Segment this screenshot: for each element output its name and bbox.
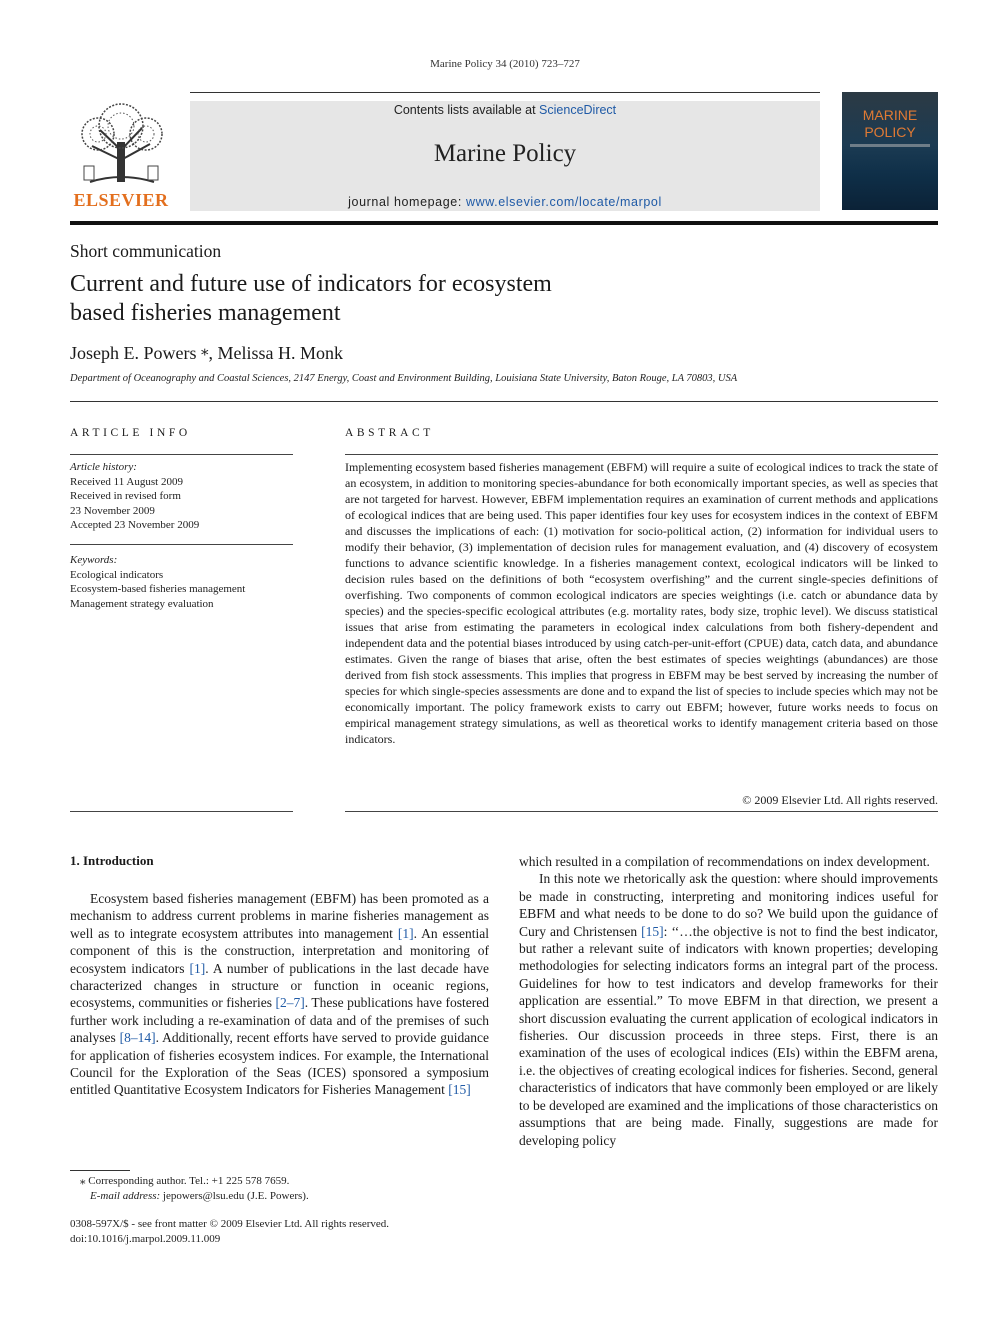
cover-title-line2: POLICY xyxy=(864,124,916,140)
keywords xyxy=(70,553,293,611)
abstract-rule-top xyxy=(345,454,938,455)
keywords-label: Keywords: xyxy=(70,554,118,566)
title-line-2: based fisheries management xyxy=(70,300,341,326)
citation-link[interactable]: [8–14] xyxy=(119,1030,156,1046)
keyword: Management strategy evaluation xyxy=(70,597,214,610)
article-info-rule-mid xyxy=(70,544,293,545)
intro-column-2 xyxy=(519,853,938,1149)
elsevier-tree-icon xyxy=(70,100,172,188)
history-line: Accepted 23 November 2009 xyxy=(70,519,200,531)
author-separator: , xyxy=(208,343,218,363)
journal-name: Marine Policy xyxy=(433,140,577,167)
citation-link[interactable]: [15] xyxy=(641,923,664,939)
author-powers[interactable]: Joseph E. Powers xyxy=(70,343,197,363)
body-text: . These publications have fostered further work including a re-examination of data and of the premises of such analyses xyxy=(70,995,489,1046)
keyword: Ecosystem-based fisheries management xyxy=(70,583,246,595)
body-text: . An essential component of this is the construction, interpretation and monitoring of ecosystem indicators xyxy=(70,925,490,976)
article-info-rule-top xyxy=(70,454,293,455)
homepage-line xyxy=(190,195,820,209)
citation-link[interactable]: [1] xyxy=(189,960,206,976)
email-label: E-mail address: xyxy=(90,1190,161,1202)
introduction-heading: 1. Introduction xyxy=(70,853,154,868)
cover-subtitle-bar xyxy=(850,144,930,147)
abstract-heading: ABSTRACT xyxy=(345,427,434,439)
cover-title-line1: MARINE xyxy=(862,107,918,123)
elsevier-wordmark: ELSEVIER xyxy=(73,190,169,210)
contents-prefix: Contents lists available at xyxy=(393,103,540,117)
journal-citation: Marine Policy 34 (2010) 723–727 xyxy=(430,58,580,70)
elsevier-logo xyxy=(70,100,172,212)
corresponding-author-mark[interactable]: ⁎ xyxy=(201,343,209,359)
journal-homepage-link[interactable]: www.elsevier.com/locate/marpol xyxy=(465,195,662,209)
citation-link[interactable]: [2–7] xyxy=(275,995,305,1011)
intro-column-1 xyxy=(70,890,489,1099)
history-line: Received 11 August 2009 xyxy=(70,475,183,488)
footnote xyxy=(70,1174,489,1204)
article-info-heading: ARTICLE INFO xyxy=(70,427,191,439)
header-thick-rule xyxy=(70,221,938,225)
body-text: . A number of publications in the last decade have characterized changes in structure or function in oceanic regions, ecosystems, communities or fisheries xyxy=(70,960,489,1011)
history-line: 23 November 2009 xyxy=(70,504,155,517)
contents-line xyxy=(190,103,820,117)
front-matter xyxy=(70,1217,489,1246)
article-info-rule-bottom xyxy=(70,811,293,812)
citation-link[interactable]: [15] xyxy=(448,1082,471,1098)
author-email[interactable]: jepowers@lsu.edu (J.E. Powers). xyxy=(160,1190,309,1202)
article-history xyxy=(70,460,293,533)
corresponding-author-text: Corresponding author. Tel.: +1 225 578 7659. xyxy=(85,1175,290,1187)
body-text: Ecosystem based fisheries management (EBFM) has been promoted as a mechanism to address current problems in marine fisheries management as well as to integrate ecosystem attributes into management xyxy=(70,891,489,941)
issn-line: 0308-597X/$ - see front matter © 2009 Elsevier Ltd. All rights reserved. xyxy=(70,1218,390,1230)
corresponding-author-note xyxy=(70,1174,489,1189)
body-text: In this note we rhetorically ask the question: where should improvements be made in constructing, interpreting and monitoring indices useful for EBFM and what needs to be done to do so? We build upon the guidance of Cury and Christensen xyxy=(519,871,938,939)
author-monk[interactable]: Melissa H. Monk xyxy=(217,343,343,363)
intro-paragraph: which resulted in a compilation of recommendations on index development. xyxy=(519,854,930,869)
journal-cover xyxy=(842,92,938,210)
history-line: Received in revised form xyxy=(70,490,181,502)
email-note xyxy=(70,1189,489,1204)
article-title xyxy=(70,270,720,328)
citation-link[interactable]: [1] xyxy=(397,925,414,941)
body-text: . Additionally, recent efforts have served to provide guidance for application of fisheries ecosystem indices. For example, the International Council for the Exploration of the Seas (ICES) sponsored a symposium entitled Quantitative Ecosystem Indicators for Fisheries Management xyxy=(70,1030,489,1098)
footnote-rule xyxy=(70,1170,130,1171)
sciencedirect-link[interactable]: ScienceDirect xyxy=(539,103,617,117)
body-text: : ‘‘…the objective is not to find the best indicator, but rather a relevant suite of indicators with known properties; developing methodologies for selecting indicators forms an integral part of the process. Guidelines for how to test indicators and develop frameworks for their application are essential.” To move EBFM in that direction, we present a short discussion evaluating the current application of ecological indicators in fisheries. Our discussion proceeds in three steps. First, there is an examination of the uses of ecological indices (EIs) within the EBFM arena, i.e. the objectives of creating ecological indices for fisheries. Second, general characteristics of indicators that have commonly been employed or are likely to be developed are examined and the implications of those characteristics on assumptions that are being made. Finally, suggestions are made for developing policy xyxy=(519,923,938,1148)
article-type: Short communication xyxy=(70,241,222,261)
homepage-prefix: journal homepage: xyxy=(348,195,466,209)
doi-line[interactable]: doi:10.1016/j.marpol.2009.11.009 xyxy=(70,1232,221,1245)
intro-paragraph xyxy=(519,870,938,1149)
abstract-rule-bottom xyxy=(345,811,938,812)
abstract-copyright: © 2009 Elsevier Ltd. All rights reserved. xyxy=(742,793,938,807)
header-top-rule xyxy=(190,92,820,93)
author-list xyxy=(70,341,343,364)
author-affiliation: Department of Oceanography and Coastal Sciences, 2147 Energy, Coast and Environment Building, Louisiana State University, Baton Rouge, LA 70803, USA xyxy=(70,373,738,384)
abstract-text: Implementing ecosystem based fisheries management (EBFM) will require a suite of ecological indices to track the state of an ecosystem, in addition to monitoring species-abundance for both economically important species, as well as species that are not targeted for harvest. However, EBFM implementation requires an examination of current methods and applications of ecological indices that are being used. This paper identifies four key uses for ecosystem indices in the context of EBFM and discusses the implications of each: (1) motivation for socio-political action, (2) information for individual users to modify their behavior, (3) implementation of decision rules for management evaluation, and (4) discovery of ecosystem functions to advance scientific knowledge. In a fisheries management context, ecological indicators will be linked to decision rules based on the definitions of both “ecosystem overfishing” and the current single-species definitions of overfishing. Two components of common ecological indicators are species weightings (i.e. catch or abundance data by species) and the species-specific ecological attributes (e.g. mortality rates, body size, trophic level). We discuss statistical issues that arise from estimating the parameters in ecological index calculations from both fishery-dependent and independent data and the potential biases introduced by using catch-per-unit-effort (CPUE) data, catch data, and abundance estimates. Given the range of biases that arise, often the best estimates of species weightings (abundances) are those derived from fish stock assessments. This implies that progress in EBFM may be best served by increasing the number of species for which single-species assessments are done and to expand the list of species to include species which may not be economically important. The policy framework exists to carry out EBFM; however, future works needs to focus on empirical management strategy simulations, as well as theoretical works to identify management criteria based on those indicators. xyxy=(345,460,938,746)
cover-title xyxy=(842,107,938,141)
title-line-1: Current and future use of indicators for ecosystem xyxy=(70,271,552,297)
title-block-rule xyxy=(70,401,938,402)
article-history-label: Article history: xyxy=(70,461,137,473)
keyword: Ecological indicators xyxy=(70,568,164,581)
footnote-mark: ⁎ xyxy=(80,1175,86,1187)
